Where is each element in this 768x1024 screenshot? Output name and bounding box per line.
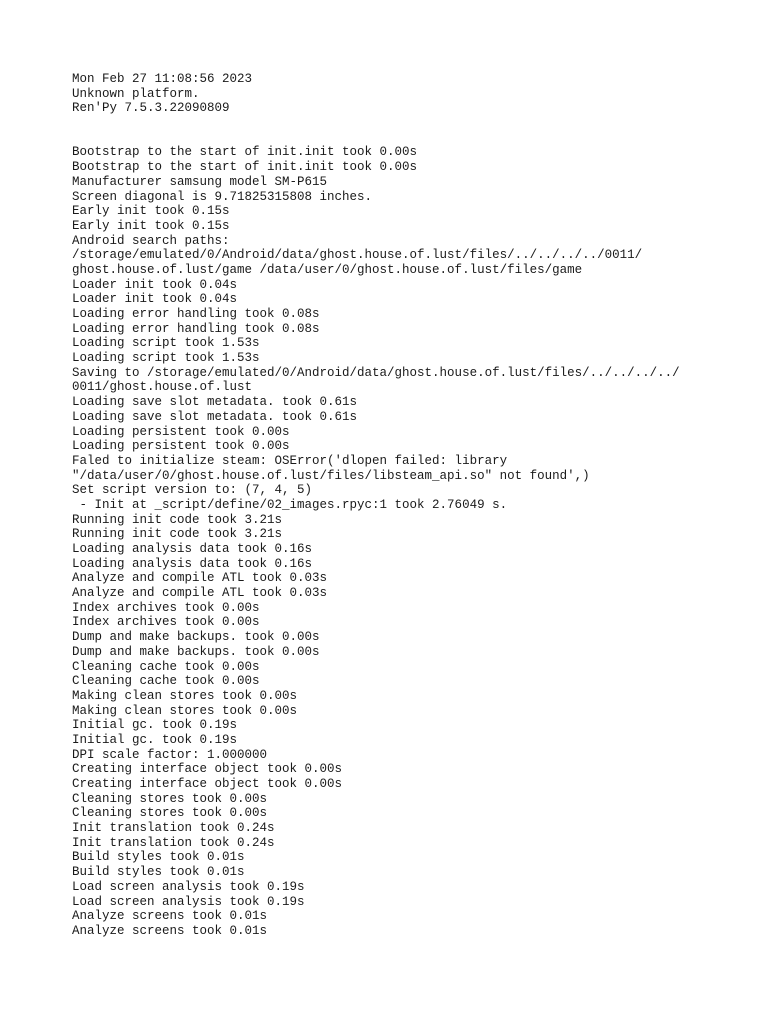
log-line: Loading persistent took 0.00s [72, 424, 290, 439]
log-line: Loading save slot metadata. took 0.61s [72, 409, 358, 424]
log-line: Load screen analysis took 0.19s [72, 894, 305, 909]
log-line: Loading error handling took 0.08s [72, 321, 320, 336]
log-line: Creating interface object took 0.00s [72, 777, 343, 792]
log-line: Bootstrap to the start of init.init took 0.00s [72, 160, 418, 175]
log-line: Initial gc. took 0.19s [72, 732, 238, 747]
log-line: Making clean stores took 0.00s [72, 688, 298, 703]
header-line: Ren'Py 7.5.3.22090809 [72, 101, 230, 116]
log-line: Loading error handling took 0.08s [72, 307, 320, 322]
log-line: Dump and make backups. took 0.00s [72, 630, 320, 645]
log-line: Cleaning cache took 0.00s [72, 674, 260, 689]
log-header [72, 72, 752, 116]
log-line: Index archives took 0.00s [72, 615, 260, 630]
log-line: Early init took 0.15s [72, 204, 230, 219]
log-line: Loader init took 0.04s [72, 277, 238, 292]
blank-lines [72, 116, 752, 145]
log-line: Initial gc. took 0.19s [72, 718, 238, 733]
log-line: Analyze screens took 0.01s [72, 923, 268, 938]
log-line: Loading save slot metadata. took 0.61s [72, 395, 358, 410]
log-document [72, 72, 752, 939]
log-line: Making clean stores took 0.00s [72, 703, 298, 718]
log-line: Analyze and compile ATL took 0.03s [72, 586, 328, 601]
log-line: Build styles took 0.01s [72, 850, 245, 865]
log-line: ghost.house.of.lust/game /data/user/0/ghost.house.of.lust/files/game [72, 262, 583, 277]
log-line: Screen diagonal is 9.71825315808 inches. [72, 189, 373, 204]
log-line: Running init code took 3.21s [72, 512, 283, 527]
log-body [72, 145, 752, 938]
log-line: Load screen analysis took 0.19s [72, 879, 305, 894]
log-line: Init translation took 0.24s [72, 835, 275, 850]
log-line: Analyze screens took 0.01s [72, 909, 268, 924]
log-line: Cleaning stores took 0.00s [72, 806, 268, 821]
log-line: DPI scale factor: 1.000000 [72, 747, 268, 762]
log-line: Android search paths: [72, 233, 230, 248]
header-line: Mon Feb 27 11:08:56 2023 [72, 72, 253, 86]
log-line: Early init took 0.15s [72, 218, 230, 233]
log-line: Saving to /storage/emulated/0/Android/data/ghost.house.of.lust/files/../../../../ [72, 365, 680, 380]
log-line: - Init at _script/define/02_images.rpyc:1 took 2.76049 s. [72, 497, 508, 512]
log-line: /storage/emulated/0/Android/data/ghost.house.of.lust/files/../../../../0011/ [72, 248, 643, 263]
log-line: Loader init took 0.04s [72, 292, 238, 307]
log-line: Cleaning stores took 0.00s [72, 791, 268, 806]
log-line: Bootstrap to the start of init.init took 0.00s [72, 145, 418, 160]
log-line: Running init code took 3.21s [72, 527, 283, 542]
log-line: Init translation took 0.24s [72, 821, 275, 836]
log-line: Faled to initialize steam: OSError('dlopen failed: library [72, 453, 508, 468]
log-line: Build styles took 0.01s [72, 865, 245, 880]
log-line: Set script version to: (7, 4, 5) [72, 483, 313, 498]
log-line: "/data/user/0/ghost.house.of.lust/files/libsteam_api.so" not found',) [72, 468, 590, 483]
log-line: Loading analysis data took 0.16s [72, 542, 313, 557]
log-line: Analyze and compile ATL took 0.03s [72, 571, 328, 586]
log-line: Manufacturer samsung model SM-P615 [72, 174, 328, 189]
log-line: Index archives took 0.00s [72, 600, 260, 615]
log-line: Loading persistent took 0.00s [72, 439, 290, 454]
header-line: Unknown platform. [72, 86, 200, 101]
log-line: Cleaning cache took 0.00s [72, 659, 260, 674]
log-line: Creating interface object took 0.00s [72, 762, 343, 777]
log-line: Loading analysis data took 0.16s [72, 556, 313, 571]
log-line: Dump and make backups. took 0.00s [72, 644, 320, 659]
log-line: Loading script took 1.53s [72, 336, 260, 351]
log-line: 0011/ghost.house.of.lust [72, 380, 253, 395]
log-line: Loading script took 1.53s [72, 351, 260, 366]
